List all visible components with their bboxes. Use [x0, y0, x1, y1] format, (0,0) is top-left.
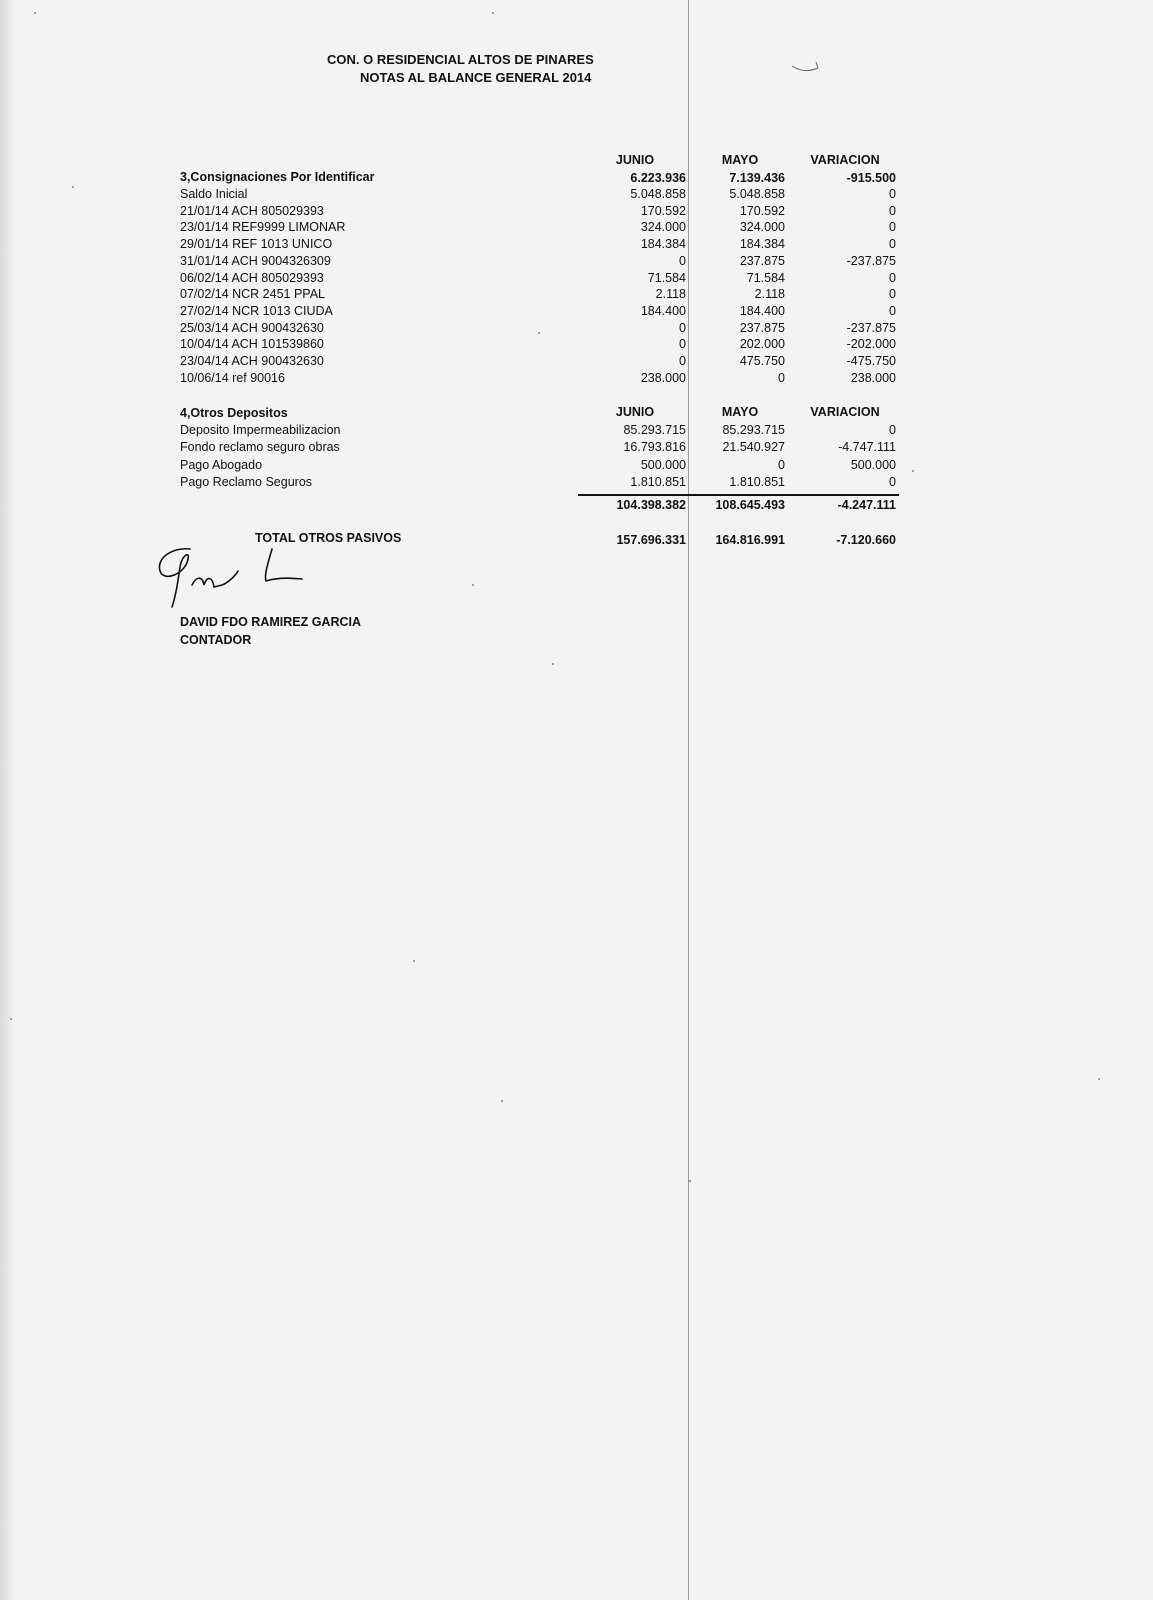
- row-value-variacion: 0: [889, 187, 896, 201]
- row-value-variacion: 0: [889, 220, 896, 235]
- fold-line: [688, 0, 689, 1600]
- scan-speck: [689, 1180, 691, 1182]
- row-label: Deposito Impermeabilizacion: [180, 423, 341, 437]
- row-value-variacion: 0: [889, 237, 896, 252]
- row-value-variacion: -475.750: [846, 354, 896, 368]
- row-label: 07/02/14 NCR 2451 PPAL: [180, 287, 326, 302]
- row-value-variacion: 0: [889, 303, 896, 318]
- section-3-total-variacion: -915.500: [846, 171, 896, 185]
- row-label: 21/01/14 ACH 805029393: [180, 203, 324, 218]
- grand-total-mayo: 164.816.991: [715, 533, 785, 547]
- row-value-junio: 500.000: [640, 457, 686, 472]
- column-header-variacion: VARIACION: [810, 153, 880, 167]
- row-value-mayo: 0: [778, 370, 785, 385]
- row-value-mayo: 71.584: [746, 270, 785, 285]
- row-label: 27/02/14 NCR 1013 CIUDA: [180, 303, 333, 318]
- row-value-variacion: 238.000: [850, 370, 896, 385]
- column-header-mayo: MAYO: [721, 153, 759, 167]
- section-4-total-mayo: 108.645.493: [715, 498, 785, 512]
- row-value-mayo: 5.048.858: [729, 187, 785, 201]
- row-value-junio: 0: [679, 337, 686, 352]
- row-value-mayo: 85.293.715: [722, 423, 785, 437]
- row-value-junio: 71.584: [647, 270, 686, 285]
- row-value-mayo: 170.592: [739, 203, 785, 218]
- row-value-variacion: 500.000: [850, 457, 896, 472]
- row-value-junio: 0: [679, 253, 686, 268]
- row-label: Fondo reclamo seguro obras: [180, 440, 340, 455]
- row-value-mayo: 324.000: [739, 220, 785, 235]
- row-value-mayo: 0: [778, 457, 785, 472]
- row-value-junio: 170.592: [640, 203, 686, 218]
- scan-speck: [552, 663, 554, 665]
- row-value-variacion: 0: [889, 270, 896, 285]
- scan-speck: [413, 960, 415, 962]
- scan-shadow: [0, 0, 14, 1600]
- scan-speck: [34, 12, 36, 14]
- row-value-variacion: 0: [889, 423, 896, 437]
- row-value-junio: 184.400: [640, 303, 686, 318]
- column-header-junio: JUNIO: [615, 153, 655, 167]
- subtotal-rule: [578, 494, 899, 496]
- row-label: Pago Abogado: [180, 457, 263, 472]
- row-label: 10/04/14 ACH 101539860: [180, 337, 324, 352]
- row-label: 10/06/14 ref 90016: [180, 370, 285, 385]
- row-label: Saldo Inicial: [180, 187, 248, 201]
- section-4-total-junio: 104.398.382: [616, 498, 686, 512]
- section-3-title: 3,Consignaciones Por Identificar: [180, 170, 375, 184]
- signature: [152, 545, 312, 610]
- row-value-mayo: 237.875: [739, 320, 785, 335]
- scan-speck: [1098, 1078, 1100, 1080]
- row-value-mayo: 475.750: [739, 354, 785, 368]
- row-value-junio: 238.000: [640, 370, 686, 385]
- section-4-total-variacion: -4.247.111: [837, 498, 896, 512]
- row-value-variacion: -4.747.111: [838, 440, 896, 455]
- row-label: 23/04/14 ACH 900432630: [180, 354, 324, 368]
- column-header-variacion: VARIACION: [810, 405, 880, 419]
- grand-total-variacion: -7.120.660: [836, 533, 896, 547]
- scan-speck: [538, 332, 540, 334]
- scan-speck: [10, 1018, 12, 1020]
- scan-speck: [472, 584, 474, 586]
- row-value-junio: 0: [679, 354, 686, 368]
- section-3-total-junio: 6.223.936: [630, 171, 686, 185]
- section-3-total-mayo: 7.139.436: [729, 171, 785, 185]
- row-value-junio: 85.293.715: [623, 423, 686, 437]
- row-value-junio: 324.000: [640, 220, 686, 235]
- row-value-variacion: -237.875: [846, 320, 896, 335]
- row-value-junio: 0: [679, 320, 686, 335]
- row-value-variacion: 0: [889, 474, 896, 489]
- row-label: Pago Reclamo Seguros: [180, 474, 313, 489]
- column-header-mayo: MAYO: [721, 405, 759, 419]
- row-value-variacion: -237.875: [846, 253, 896, 268]
- row-value-variacion: -202.000: [846, 337, 896, 352]
- grand-total-label: TOTAL OTROS PASIVOS: [255, 531, 402, 545]
- row-value-mayo: 2.118: [754, 287, 785, 302]
- row-value-junio: 16.793.816: [623, 440, 686, 455]
- row-value-junio: 5.048.858: [630, 187, 686, 201]
- scan-speck: [72, 186, 74, 188]
- row-value-mayo: 21.540.927: [722, 440, 785, 455]
- row-label: 29/01/14 REF 1013 UNICO: [180, 237, 333, 252]
- section-4-title: 4,Otros Depositos: [180, 406, 288, 420]
- row-label: 25/03/14 ACH 900432630: [180, 320, 324, 335]
- grand-total-junio: 157.696.331: [616, 533, 686, 547]
- row-value-mayo: 184.384: [739, 237, 785, 252]
- scan-speck: [501, 1100, 503, 1102]
- row-label: 06/02/14 ACH 805029393: [180, 270, 324, 285]
- row-value-variacion: 0: [889, 203, 896, 218]
- document-subtitle: NOTAS AL BALANCE GENERAL 2014: [360, 70, 592, 85]
- signatory-name: DAVID FDO RAMIREZ GARCIA: [180, 615, 362, 629]
- row-label: 23/01/14 REF9999 LIMONAR: [180, 220, 346, 235]
- row-value-junio: 184.384: [640, 237, 686, 252]
- document-title: CON. O RESIDENCIAL ALTOS DE PINARES: [327, 52, 594, 67]
- scan-speck: [492, 12, 494, 14]
- row-label: 31/01/14 ACH 9004326309: [180, 253, 331, 268]
- scan-speck: [912, 470, 914, 472]
- row-value-junio: 2.118: [655, 287, 686, 302]
- ink-mark: [790, 60, 822, 76]
- row-value-junio: 1.810.851: [630, 474, 686, 489]
- column-header-junio: JUNIO: [615, 405, 655, 419]
- signatory-role: CONTADOR: [180, 633, 252, 647]
- row-value-mayo: 202.000: [739, 337, 785, 352]
- row-value-mayo: 237.875: [739, 253, 785, 268]
- row-value-mayo: 1.810.851: [729, 474, 785, 489]
- row-value-mayo: 184.400: [739, 303, 785, 318]
- row-value-variacion: 0: [889, 287, 896, 302]
